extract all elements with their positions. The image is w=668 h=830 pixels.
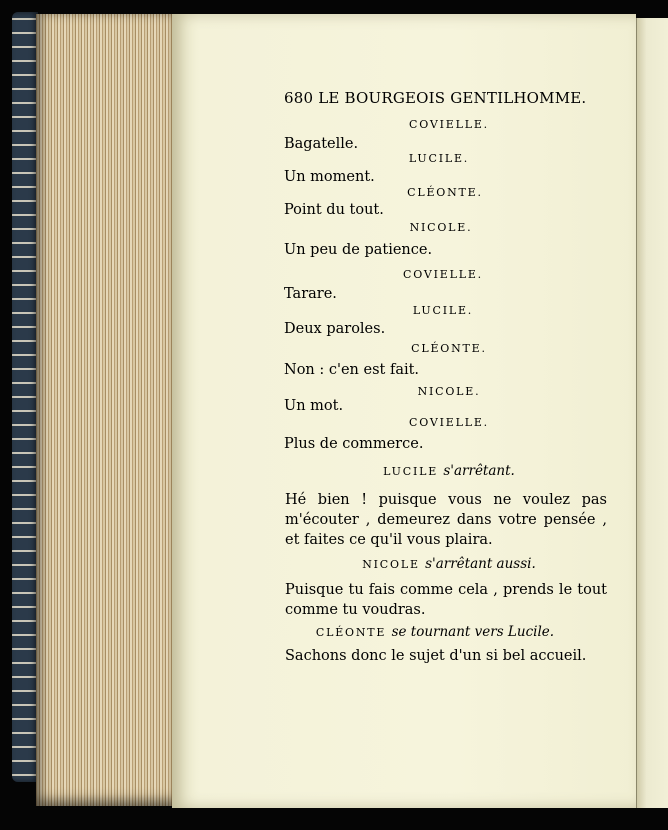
speaker-label: CLÉONTE. <box>407 186 483 199</box>
running-title: LE BOURGEOIS GENTILHOMME. <box>318 89 587 107</box>
page-edges <box>36 14 176 806</box>
stage-direction: se tournant vers Lucile. <box>391 624 555 640</box>
speaker-label: LUCILE. <box>412 304 474 317</box>
page-number: 680 <box>284 89 314 107</box>
speech-line: Tarare. <box>284 286 337 302</box>
speech-line: Deux paroles. <box>284 321 386 337</box>
speech-line: Plus de commerce. <box>284 436 424 452</box>
stage-direction-heading <box>284 556 614 572</box>
speech-line: Sachons donc le sujet d'un si bel accueil. <box>285 648 587 664</box>
stage-direction-heading <box>270 624 600 640</box>
book-page <box>172 14 636 808</box>
speaker-label: COVIELLE. <box>409 416 489 429</box>
running-header <box>284 89 587 107</box>
speaker-label: NICOLE. <box>409 221 473 234</box>
speaker-label: COVIELLE. <box>403 268 483 281</box>
facing-page-edge <box>636 18 668 808</box>
speech-paragraph: Hé bien ! puisque vous ne voulez pas m'écouter , demeurez dans votre pensée , et faites ce qu'il vous plaira. <box>285 492 607 548</box>
stage-direction: s'arrêtant aussi. <box>425 556 536 572</box>
speaker-label: COVIELLE. <box>409 118 489 131</box>
speaker-name: CLÉONTE <box>315 626 387 639</box>
speech-line: Un moment. <box>284 169 375 185</box>
speech-line: Un peu de patience. <box>284 242 433 258</box>
speaker-label: LUCILE. <box>408 152 470 165</box>
speaker-label: NICOLE. <box>417 385 481 398</box>
stage-direction-heading <box>284 463 614 479</box>
speech-line: Bagatelle. <box>284 136 359 152</box>
book-spine <box>12 12 38 782</box>
speech-line: Non : c'en est fait. <box>284 362 420 378</box>
speech-paragraph: Puisque tu fais comme cela , prends le tout comme tu voudras. <box>285 582 607 618</box>
speaker-label: CLÉONTE. <box>411 342 487 355</box>
speech-line: Point du tout. <box>284 202 384 218</box>
speaker-name: NICOLE <box>362 558 420 571</box>
speaker-name: LUCILE <box>383 465 439 478</box>
speech-line: Un mot. <box>284 398 344 414</box>
stage-direction: s'arrêtant. <box>443 463 515 479</box>
